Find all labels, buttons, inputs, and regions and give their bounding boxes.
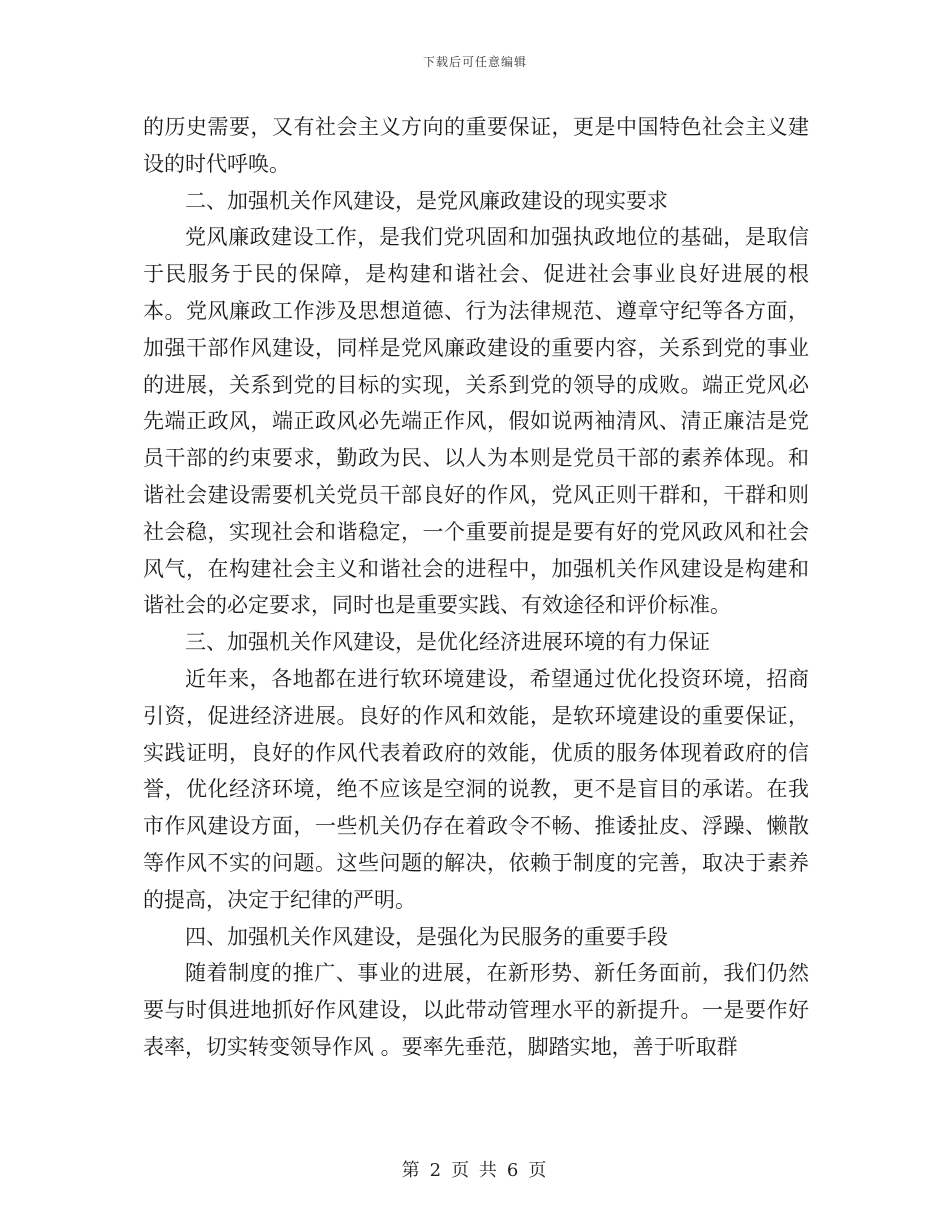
section-heading-2: 二、加强机关作风建设，是党风廉政建设的现实要求 (185, 188, 668, 213)
paragraph-continuation: 的历史需要，又有社会主义方向的重要保证，更是中国特色社会主义建设的时代呼唤。 (143, 115, 809, 176)
section-heading-3: 三、加强机关作风建设，是优化经济进展环境的有力保证 (185, 630, 710, 655)
page-footer (0, 1156, 950, 1182)
paragraph: 党风廉政建设工作，是我们党巩固和加强执政地位的基础，是取信于民服务于民的保障，是构建和谐社会、促进社会事业良好进展的根本。党风廉政工作涉及思想道德、行为法律规范、遵章守纪等各方面，加强干部作风建设，同样是党风廉政建设的重要内容，关系到党的事业的进展，关系到党的目标的实现，关系到党的领导的成败。端正党风必先端正政风，端正政风必先端正作风，假如说两袖清风、清正廉洁是党员干部的约束要求，勤政为民、以人为本则是党员干部的素养体现。和谐社会建设需要机关党员干部良好的作风，党风正则干群和，干群和则社会稳，实现社会和谐稳定，一个重要前提是要有好的党风政风和社会风气，在构建社会主义和谐社会的进程中，加强机关作风建设是构建和谐社会的必定要求，同时也是重要实践、有效途径和评价标准。 (143, 225, 809, 618)
document-body (143, 109, 809, 1066)
total-pages-number: 6 (506, 1160, 521, 1181)
paragraph: 随着制度的推广、事业的进展，在新形势、新任务面前，我们仍然要与时俱进地抓好作风建设，以此带动管理水平的新提升。一是要作好表率，切实转变领导作风 。要率先垂范，脚踏实地，善于听取群 (143, 961, 809, 1059)
current-page-number: 2 (429, 1160, 444, 1181)
page-mid: 页 共 (451, 1160, 499, 1181)
paragraph: 近年来，各地都在进行软环境建设，希望通过优化投资环境，招商引资，促进经济进展。良好的作风和效能，是软环境建设的重要保证，实践证明，良好的作风代表着政府的效能，优质的服务体现着政府的信誉，优化经济环境，绝不应该是空洞的说教，更不是盲目的承诺。在我市作风建设方面，一些机关仍存在着政令不畅、推诿扯皮、浮躁、懒散等作风不实的问题。这些问题的解决，依赖于制度的完善，取决于素养的提高，决定于纪律的严明。 (143, 666, 809, 912)
page-suffix: 页 (528, 1160, 549, 1181)
header-note: 下载后可任意编辑 (422, 55, 527, 69)
page-prefix: 第 (401, 1160, 422, 1181)
section-heading-4: 四、加强机关作风建设，是强化为民服务的重要手段 (185, 924, 668, 949)
